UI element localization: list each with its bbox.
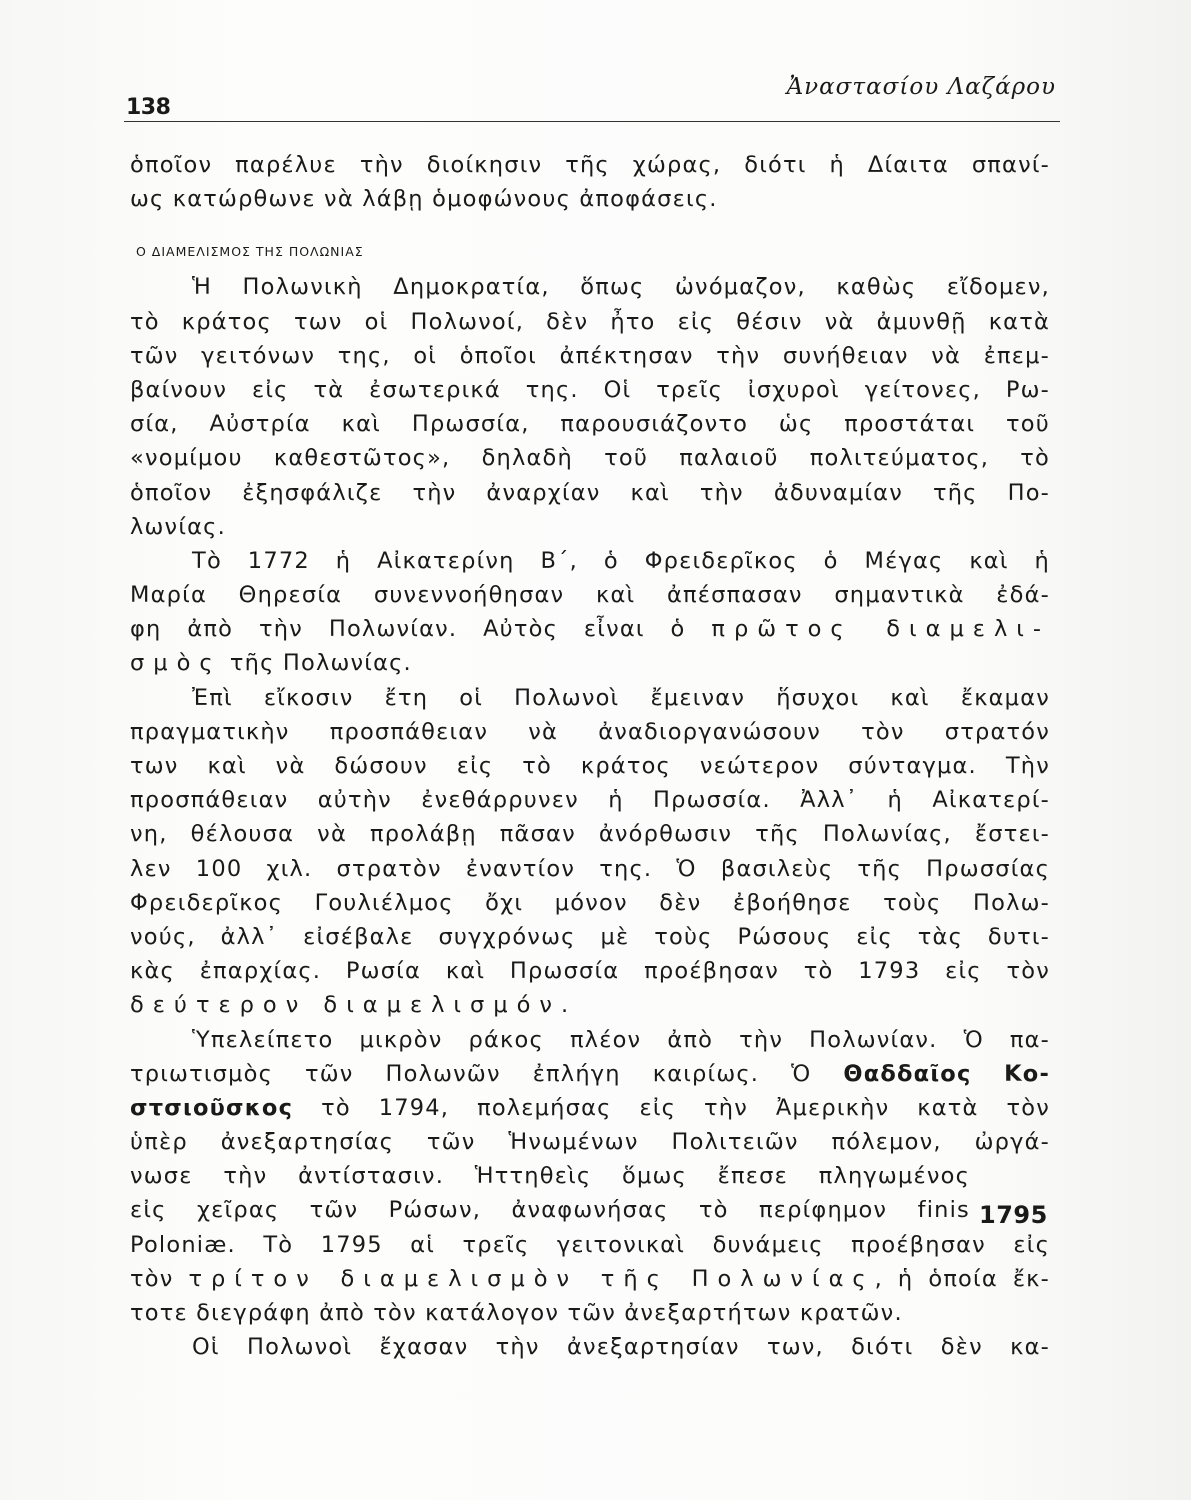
- text-line: Poloniæ. Τὸ 1795 αἱ τρεῖς γειτονικαὶ δυνάμεις προέβησαν εἰς: [130, 1231, 1050, 1258]
- text-line: νη, θέλουσα νὰ προλάβῃ πᾶσαν ἀνόρθωσιν τῆς Πολωνίας, ἔστει-: [130, 821, 1050, 848]
- text-line: «νομίμου καθεστῶτος», δηλαδὴ τοῦ παλαιοῦ πολιτεύματος, τὸ: [130, 445, 1050, 472]
- text-line: [130, 988, 1050, 1022]
- text-run: τριωτισμὸς τῶν Πολωνῶν ἐπλήγη καιρίως. Ὁ: [130, 1060, 844, 1087]
- text-line: λωνίας.: [130, 513, 226, 540]
- text-line: λεν 100 χιλ. στρατὸν ἐναντίον της. Ὁ βασιλεὺς τῆς Πρωσσίας: [130, 855, 1050, 882]
- header-rule: [124, 121, 1060, 122]
- running-head: Ἀναστασίου Λαζάρου: [786, 74, 1056, 100]
- text-line: Ὑπελείπετο μικρὸν ράκος πλέον ἀπὸ τὴν Πολωνίαν. Ὁ πα-: [192, 1026, 1050, 1053]
- emphasized-text: πρῶτος διαμελι-: [711, 616, 1051, 643]
- body-text: [130, 148, 1050, 1364]
- page-number: 138: [126, 95, 171, 120]
- text-line: Τὸ 1772 ἡ Αἰκατερίνη Β΄, ὁ Φρειδερῖκος ὁ Μέγας καὶ ἡ: [192, 547, 1050, 574]
- text-line: βαίνουν εἰς τὰ ἐσωτερικά της. Οἱ τρεῖς ἰσχυροὶ γείτονες, Ρω-: [130, 376, 1050, 403]
- text-line: πραγματικὴν προσπάθειαν νὰ ἀναδιοργανώσουν τὸν στρατόν: [130, 718, 1050, 745]
- text-run: τὸν: [130, 1265, 189, 1292]
- text-line: [130, 1091, 1050, 1125]
- text-run: φη ἀπὸ τὴν Πολωνίαν. Αὐτὸς εἶναι ὁ: [130, 616, 712, 643]
- text-run: τῆς Πολωνίας.: [221, 650, 412, 677]
- text-line: ως κατώρθωνε νὰ λάβῃ ὁμοφώνους ἀποφάσεις.: [130, 186, 718, 213]
- text-line: κὰς ἐπαρχίας. Ρωσία καὶ Πρωσσία προέβησαν τὸ 1793 εἰς τὸν: [130, 958, 1050, 985]
- text-line: ὁποῖον παρέλυε τὴν διοίκησιν τῆς χώρας, διότι ἡ Δίαιτα σπανί-: [130, 152, 1050, 178]
- emphasized-text: δεύτερον διαμελισμόν.: [130, 992, 578, 1019]
- text-line: Ἡ Πολωνικὴ Δημοκρατία, ὅπως ὠνόμαζον, καθὼς εἴδομεν,: [192, 274, 1050, 301]
- text-line: των καὶ νὰ δώσουν εἰς τὸ κράτος νεώτερον σύνταγμα. Τὴν: [130, 753, 1050, 779]
- text-line: Φρειδερῖκος Γουλιέλμος ὄχι μόνον δὲν ἐβοήθησε τοὺς Πολω-: [130, 889, 1050, 916]
- text-line: Οἱ Πολωνοὶ ἔχασαν τὴν ἀνεξαρτησίαν των, διότι δὲν κα-: [192, 1334, 1050, 1361]
- text-line: τὸ κράτος των οἱ Πολωνοί, δὲν ἦτο εἰς θέσιν νὰ ἀμυνθῇ κατὰ: [130, 308, 1050, 335]
- text-line: νωσε τὴν ἀντίστασιν. Ἡττηθεὶς ὅμως ἔπεσε πληγωμένος: [130, 1163, 970, 1190]
- text-line: προσπάθειαν αὐτὴν ἐνεθάρρυνεν ἡ Πρωσσία. Ἀλλ᾽ ἡ Αἰκατερί-: [130, 787, 1050, 814]
- text-line: [130, 1262, 1050, 1296]
- text-line: ὁποῖον ἐξησφάλιζε τὴν ἀναρχίαν καὶ τὴν ἀδυναμίαν τῆς Πο-: [130, 479, 1050, 506]
- text-line: νούς, ἀλλ᾽ εἰσέβαλε συγχρόνως μὲ τοὺς Ρώσους εἰς τὰς δυτι-: [130, 923, 1050, 950]
- text-line: [130, 1057, 1050, 1091]
- text-line: [130, 646, 1050, 680]
- text-line: ὑπὲρ ἀνεξαρτησίας τῶν Ἡνωμένων Πολιτειῶν πόλεμον, ὠργά-: [130, 1129, 1050, 1156]
- text-line: σία, Αὐστρία καὶ Πρωσσία, παρουσιάζοντο ὡς προστάται τοῦ: [130, 411, 1050, 438]
- emphasized-text: σμὸς: [130, 650, 222, 677]
- text-line: [130, 612, 1050, 646]
- text-line: Ἐπὶ εἴκοσιν ἔτη οἱ Πολωνοὶ ἔμειναν ἥσυχοι καὶ ἔκαμαν: [192, 684, 1050, 711]
- text-run: , ἡ ὁποία ἔκ-: [874, 1265, 1050, 1292]
- text-line: τῶν γειτόνων της, οἱ ὁποῖοι ἀπέκτησαν τὴν συνήθειαν νὰ ἐπεμ-: [130, 342, 1050, 369]
- emphasized-text: τρίτον διαμελισμὸν τῆς Πολωνίας: [188, 1265, 875, 1292]
- text-line: εἰς χεῖρας τῶν Ρώσων, ἀναφωνήσας τὸ περίφημον finis: [130, 1197, 970, 1224]
- text-run: τὸ 1794, πολεμήσας εἰς τὴν Ἀμερικὴν κατὰ τὸν: [293, 1094, 1050, 1121]
- text-line: Μαρία Θηρεσία συνεννοήθησαν καὶ ἀπέσπασαν σημαντικὰ ἐδά-: [130, 582, 1050, 609]
- text-line: τοτε διεγράφη ἀπὸ τὸν κατάλογον τῶν ἀνεξαρτήτων κρατῶν.: [130, 1300, 903, 1326]
- margin-note-year: 1795: [979, 1201, 1048, 1229]
- section-heading: Ο ΔΙΑΜΕΛΙΣΜΟΣ ΤΗΣ ΠΟΛΩΝΙΑΣ: [136, 244, 364, 260]
- bold-name: στσιοῦσκος: [130, 1094, 294, 1121]
- bold-name: Θαδδαῖος Κο-: [843, 1060, 1050, 1087]
- spacer: [130, 216, 1050, 236]
